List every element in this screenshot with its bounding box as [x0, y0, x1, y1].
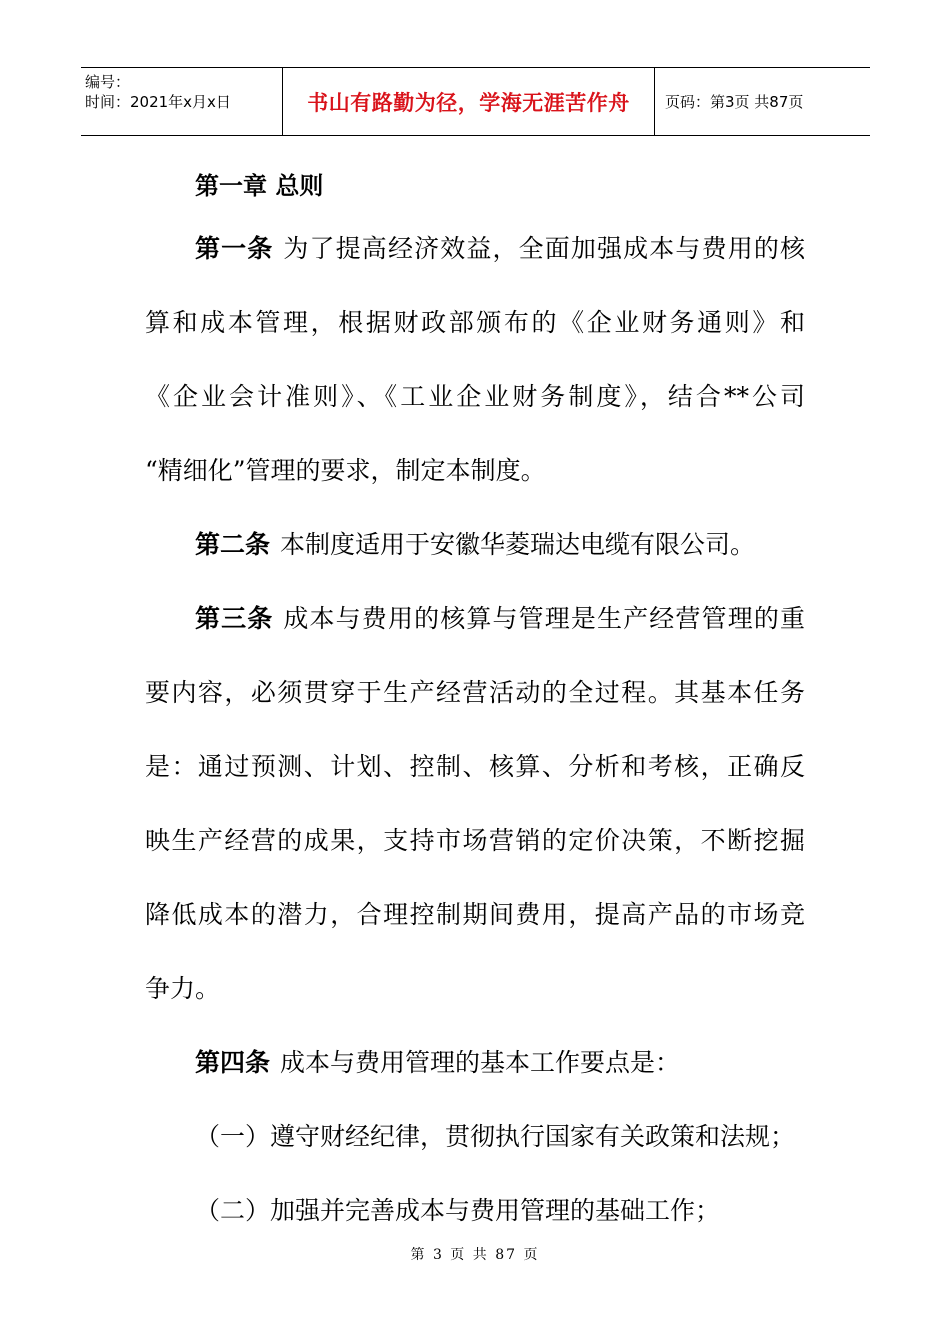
header-table	[81, 67, 870, 136]
article-label: 第二条	[195, 530, 271, 559]
article-text: 为了提高经济效益，全面加强成本与费用的核	[283, 234, 805, 263]
article-text: 成本与费用管理的基本工作要点是：	[280, 1048, 681, 1077]
article-label: 第一条	[195, 234, 274, 263]
paragraph-line: 《企业会计准则》、《工业企业财务制度》，结合**公司	[145, 382, 805, 411]
header-page-label: 页码：第3页 共87页	[665, 93, 804, 111]
header-motto: 书山有路勤为径，学海无涯苦作舟	[307, 90, 630, 115]
article-text: 成本与费用的核算与管理是生产经营管理的重	[283, 604, 805, 633]
paragraph-line	[145, 592, 805, 666]
page-footer: 第 3 页 共 87 页	[410, 1247, 540, 1263]
paragraph-line: “精细化”管理的要求，制定本制度。	[145, 456, 546, 485]
article-label: 第四条	[195, 1048, 271, 1077]
paragraph-line: 是：通过预测、计划、控制、核算、分析和考核，正确反	[145, 752, 805, 781]
document-body	[145, 160, 805, 1258]
list-item: （一）遵守财经纪律，贯彻执行国家有关政策和法规；	[195, 1122, 796, 1151]
paragraph-line	[145, 518, 805, 592]
list-item: （二）加强并完善成本与费用管理的基础工作；	[195, 1196, 721, 1225]
paragraph-line: 映生产经营的成果，支持市场营销的定价决策，不断挖掘	[145, 826, 805, 855]
header-meta-cell	[81, 68, 282, 135]
paragraph-line: 降低成本的潜力，合理控制期间费用，提高产品的市场竞	[145, 900, 805, 929]
header-motto-cell	[282, 68, 655, 135]
chapter-title: 第一章 总则	[195, 172, 324, 200]
paragraph-line: 算和成本管理，根据财政部颁布的《企业财务通则》和	[145, 308, 805, 337]
article-label: 第三条	[195, 604, 274, 633]
paragraph-line: 争力。	[145, 974, 221, 1003]
article-text: 本制度适用于安徽华菱瑞达电缆有限公司。	[280, 530, 756, 559]
paragraph-line: 要内容，必须贯穿于生产经营活动的全过程。其基本任务	[145, 678, 805, 707]
header-page-cell	[655, 68, 870, 135]
document-number-label: 编号：	[85, 73, 131, 91]
document-time-label: 时间：2021年x月x日	[85, 93, 231, 111]
paragraph-line	[145, 1036, 805, 1110]
paragraph-line	[145, 222, 805, 296]
